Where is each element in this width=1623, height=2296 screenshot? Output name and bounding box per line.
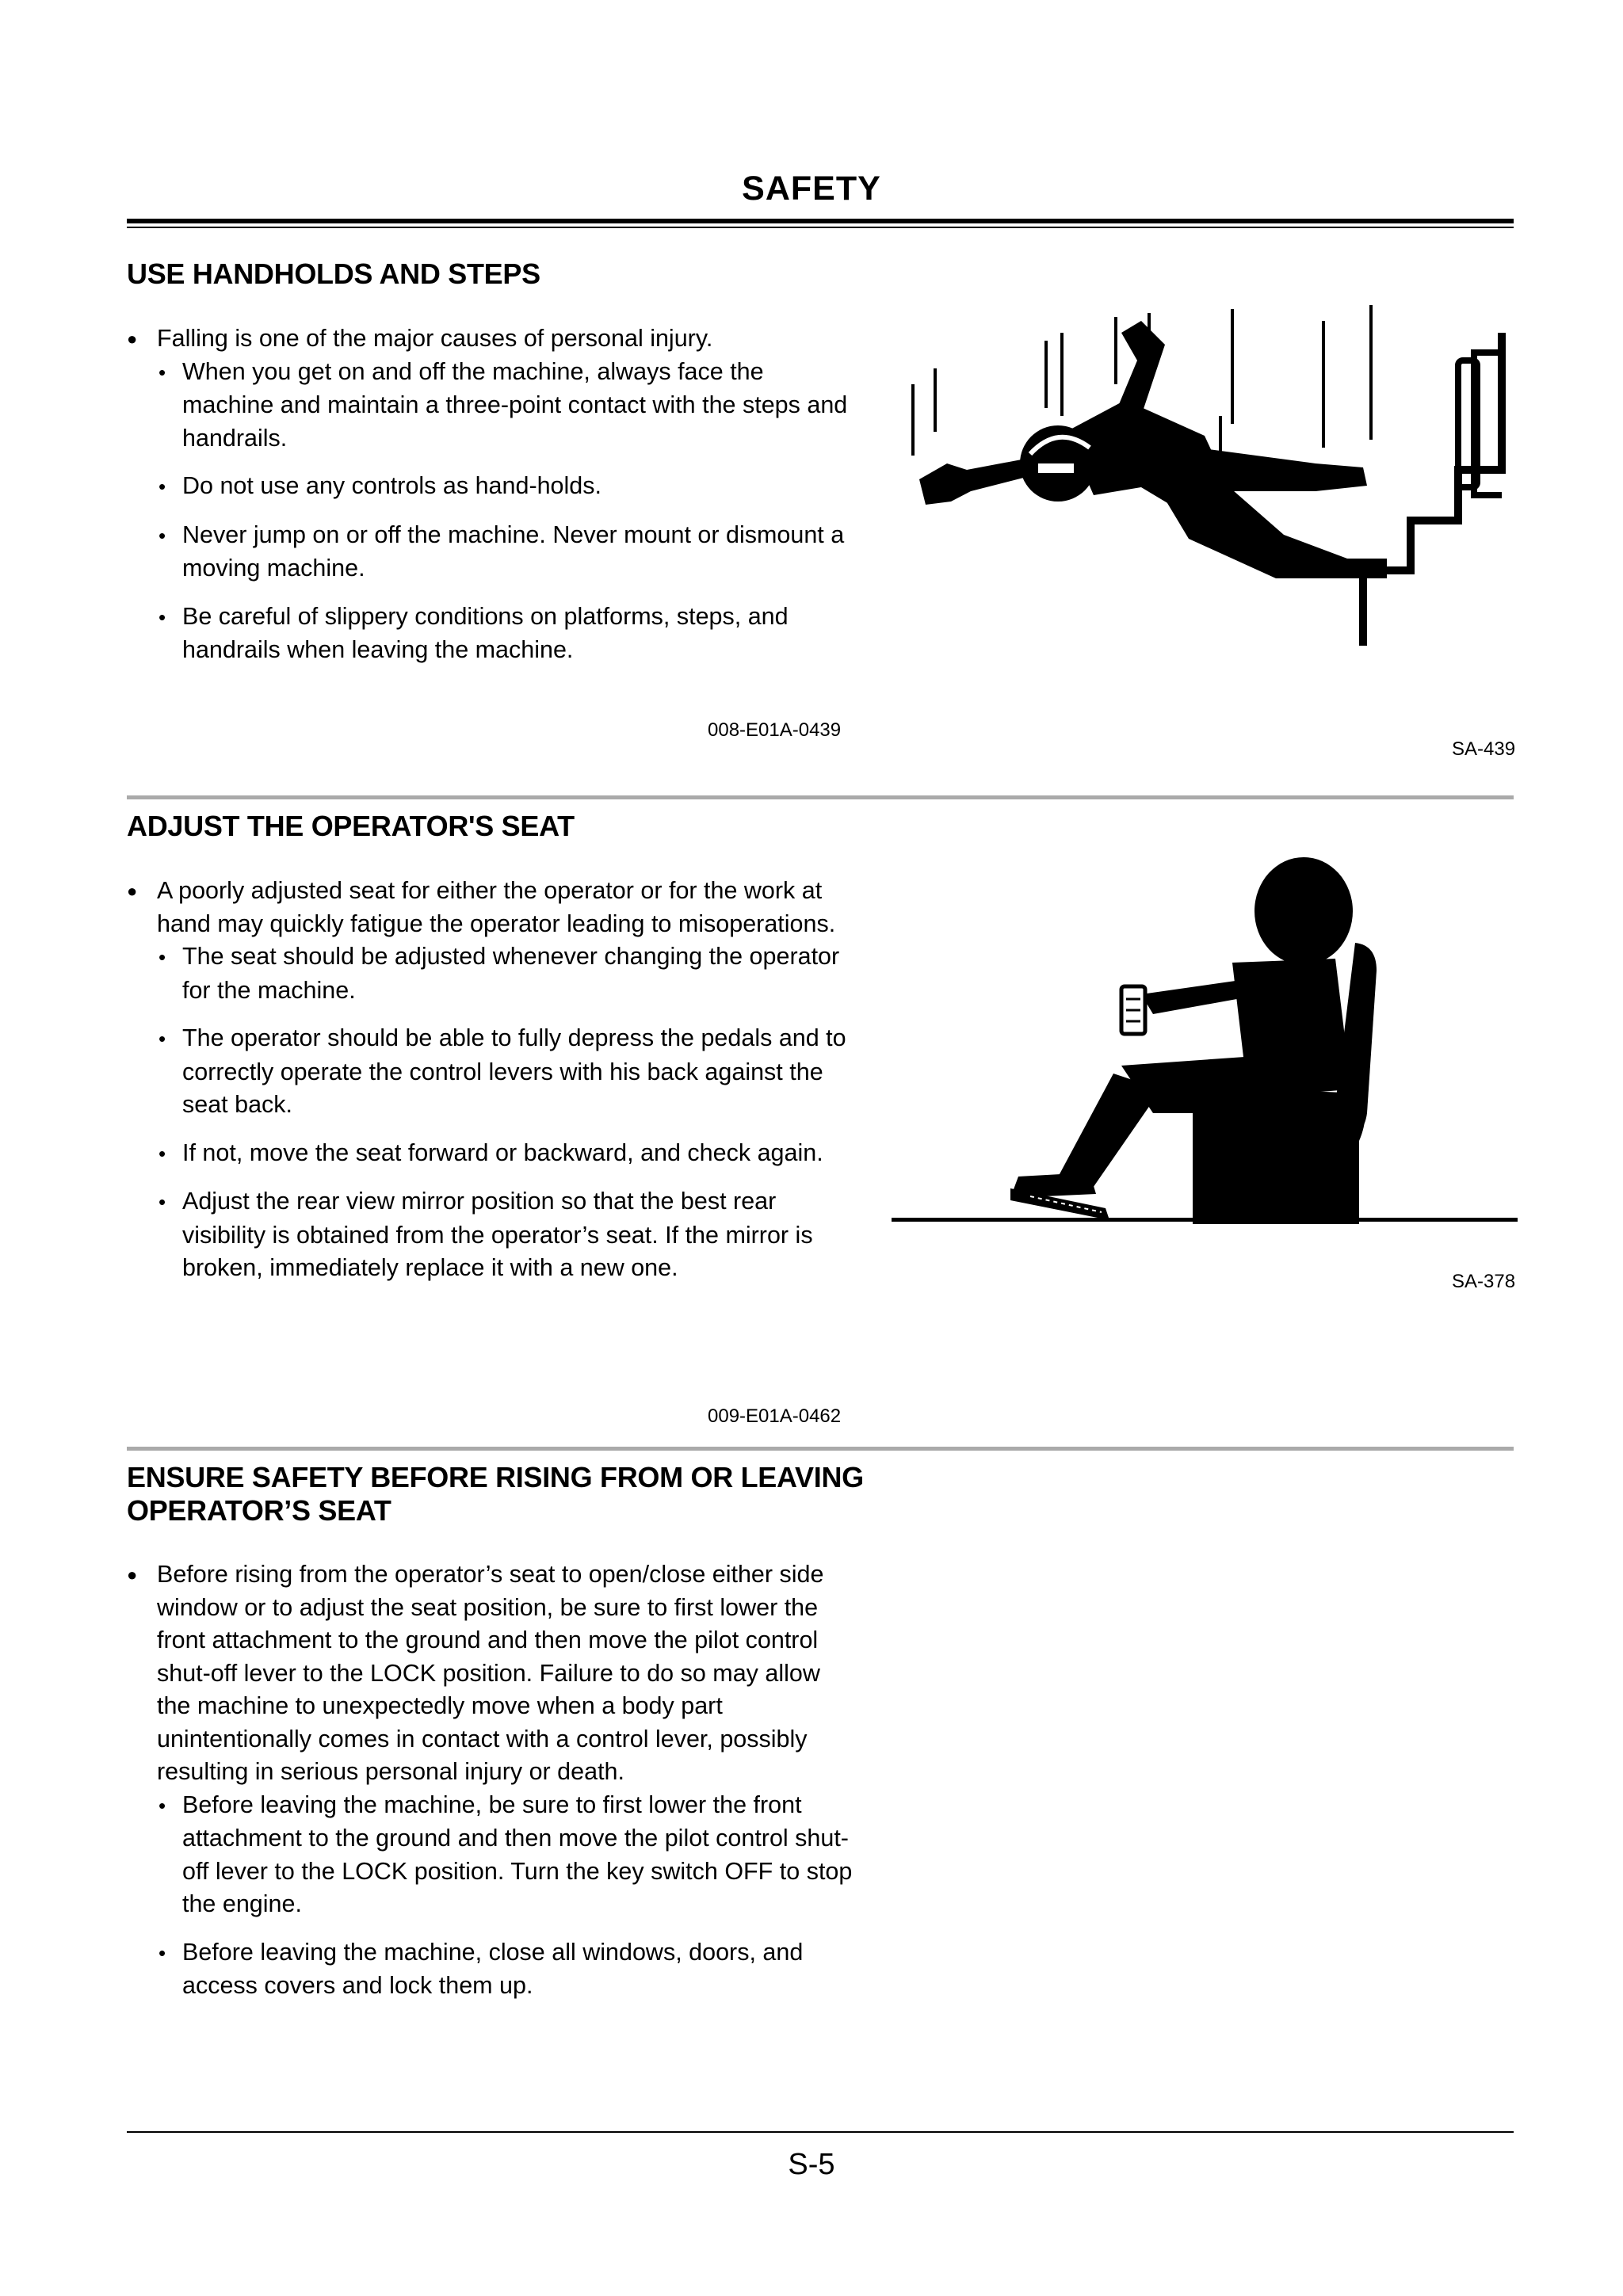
sub-bullet: • Before leaving the machine, close all windows, doors, and access covers and lock them up. <box>127 1936 856 2003</box>
sub-bullet: • Adjust the rear view mirror position so that the best rear visibility is obtained from the operator’s seat. If the mirror is broken, immediately replace it with a new one. <box>127 1185 856 1285</box>
section-separator <box>127 795 1514 799</box>
sub-bullet: • Never jump on or off the machine. Never mount or dismount a moving machine. <box>127 519 856 585</box>
document-code: 009-E01A-0462 <box>708 1405 842 1427</box>
main-bullet: ● Before rising from the operator’s seat to open/close either side window or to adjust the seat position, be sure to first lower the front attachment to the ground and then move the pilot control shut-off lever to the LOCK position. Failure to do so may allow the machine to unexpectedly move when a body part unintentionally comes in contact with a control lever, possibly resulting in serious personal injury or death. <box>127 1558 856 1789</box>
section-title: ADJUST THE OPERATOR'S SEAT <box>127 810 575 842</box>
section-body <box>127 875 856 1300</box>
document-code: 008-E01A-0439 <box>708 719 842 741</box>
section-title: ENSURE SAFETY BEFORE RISING FROM OR LEAVING OPERATOR’S SEAT <box>127 1461 864 1527</box>
seated-operator-icon <box>892 852 1518 1232</box>
sub-bullet: • Be careful of slippery conditions on platforms, steps, and handrails when leaving the machine. <box>127 601 856 667</box>
section-body <box>127 1558 856 2018</box>
sub-bullet: • When you get on and off the machine, always face the machine and maintain a three-point contact with the steps and handrails. <box>127 356 856 456</box>
section-body <box>127 322 856 682</box>
header-rule-thick <box>127 219 1514 223</box>
sub-bullet: • If not, move the seat forward or backward, and check again. <box>127 1137 856 1171</box>
section-separator <box>127 1447 1514 1451</box>
figure-label: SA-378 <box>1452 1271 1516 1292</box>
person-falling-from-steps-icon <box>903 297 1514 654</box>
section-title: USE HANDHOLDS AND STEPS <box>127 257 540 290</box>
page-number: S-5 <box>788 2148 835 2181</box>
sub-bullet: • Before leaving the machine, be sure to first lower the front attachment to the ground and then move the pilot control shut-off lever to the LOCK position. Turn the key switch OFF to stop the engine. <box>127 1789 856 1921</box>
page-title: SAFETY <box>742 170 881 208</box>
sub-bullet: • The seat should be adjusted whenever changing the operator for the machine. <box>127 940 856 1007</box>
header-rule-thin <box>127 227 1514 228</box>
sub-bullet: • The operator should be able to fully depress the pedals and to correctly operate the control levers with his back against the seat back. <box>127 1022 856 1122</box>
main-bullet: ● A poorly adjusted seat for either the operator or for the work at hand may quickly fatigue the operator leading to misoperations. <box>127 875 856 940</box>
figure-label: SA-439 <box>1452 738 1516 760</box>
footer-rule <box>127 2131 1514 2133</box>
sub-bullet: • Do not use any controls as hand-holds. <box>127 470 856 504</box>
main-bullet: ● Falling is one of the major causes of personal injury. <box>127 322 856 356</box>
